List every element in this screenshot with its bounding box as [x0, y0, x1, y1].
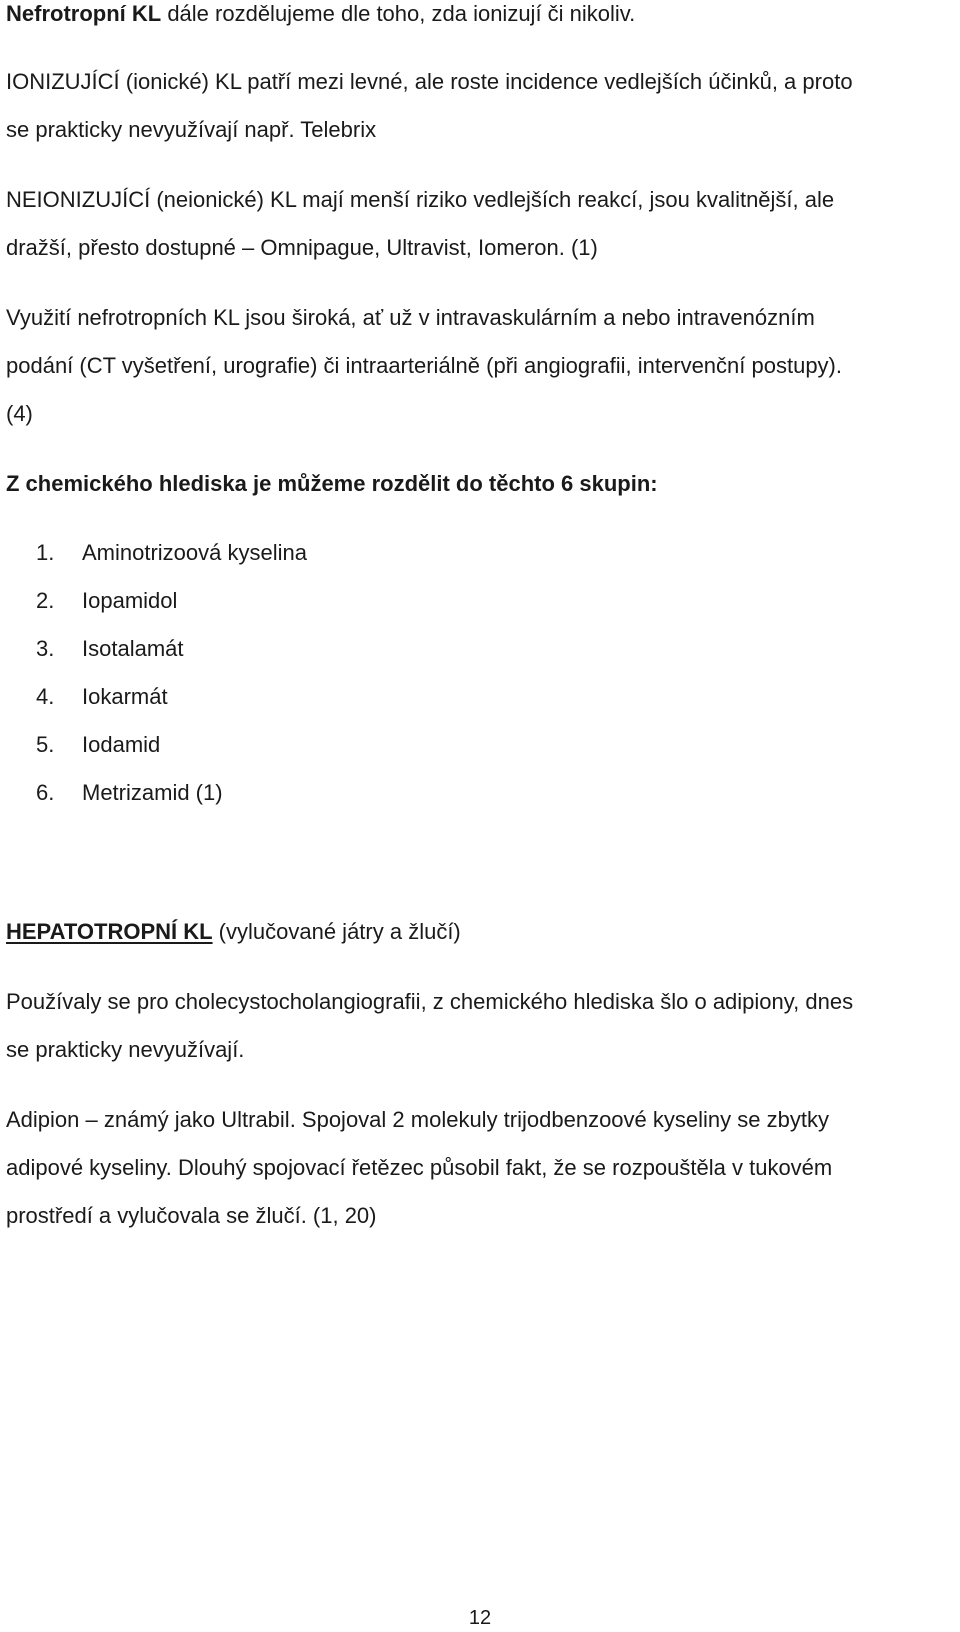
vyuziti-line-1: Využití nefrotropních KL jsou široká, ať už v intravaskulárním a nebo intravenózním: [6, 305, 815, 330]
intro-text: dále rozdělujeme dle toho, zda ionizují či nikoliv.: [161, 1, 636, 26]
list-item: [36, 683, 168, 711]
list-item-number: 3.: [36, 636, 55, 661]
page-number: 12: [468, 1607, 492, 1629]
list-item-label: Iodamid: [82, 732, 161, 757]
list-item: [36, 587, 177, 615]
hepato-p2-line-2: adipové kyseliny. Dlouhý spojovací řetězec působil fakt, že se rozpouštěla v tukovém: [6, 1155, 833, 1180]
hepato-term: HEPATOTROPNÍ KL: [6, 919, 213, 944]
list-item-number: 4.: [36, 684, 55, 709]
hepato-p1-line-2: se prakticky nevyužívají.: [6, 1037, 245, 1062]
list-item-label: Metrizamid (1): [82, 780, 223, 805]
list-item-label: Aminotrizoová kyselina: [82, 540, 307, 565]
list-item-number: 5.: [36, 732, 55, 757]
list-item-label: Iokarmát: [82, 684, 168, 709]
neionizujici-line-2: dražší, přesto dostupné – Omnipague, Ultravist, Iomeron. (1): [6, 235, 598, 260]
list-item-number: 6.: [36, 780, 55, 805]
ionizujici-line-1: IONIZUJÍCÍ (ionické) KL patří mezi levné, ale roste incidence vedlejších účinků, a proto: [6, 69, 853, 94]
hepato-heading: [6, 918, 461, 946]
list-item: [36, 731, 160, 759]
neionizujici-line-1: NEIONIZUJÍCÍ (neionické) KL mají menší riziko vedlejších reakcí, jsou kvalitnější, ale: [6, 187, 835, 212]
list-item-number: 2.: [36, 588, 55, 613]
nefrotropni-term: Nefrotropní KL: [6, 1, 162, 26]
intro-line: [6, 0, 635, 28]
hepato-p2-line-1: Adipion – známý jako Ultrabil. Spojoval 2 molekuly trijodbenzoové kyseliny se zbytky: [6, 1107, 829, 1132]
hepato-p1-line-1: Používaly se pro cholecystocholangiografii, z chemického hlediska šlo o adipiony, dnes: [6, 989, 854, 1014]
list-item-label: Iopamidol: [82, 588, 178, 613]
list-item: [36, 635, 184, 663]
list-item-label: Isotalamát: [82, 636, 184, 661]
hepato-p2-line-3: prostředí a vylučovala se žlučí. (1, 20): [6, 1203, 377, 1228]
ionizujici-line-2: se prakticky nevyužívají např. Telebrix: [6, 117, 377, 142]
list-item-number: 1.: [36, 540, 55, 565]
hepato-subtitle: (vylučované játry a žlučí): [212, 919, 461, 944]
vyuziti-line-2: podání (CT vyšetření, urografie) či intraarteriálně (při angiografii, intervenční postupy).: [6, 353, 842, 378]
vyuziti-line-3: (4): [6, 401, 33, 426]
groups-heading: Z chemického hlediska je můžeme rozdělit do těchto 6 skupin:: [6, 471, 658, 496]
list-item: [36, 779, 223, 807]
list-item: [36, 539, 307, 567]
